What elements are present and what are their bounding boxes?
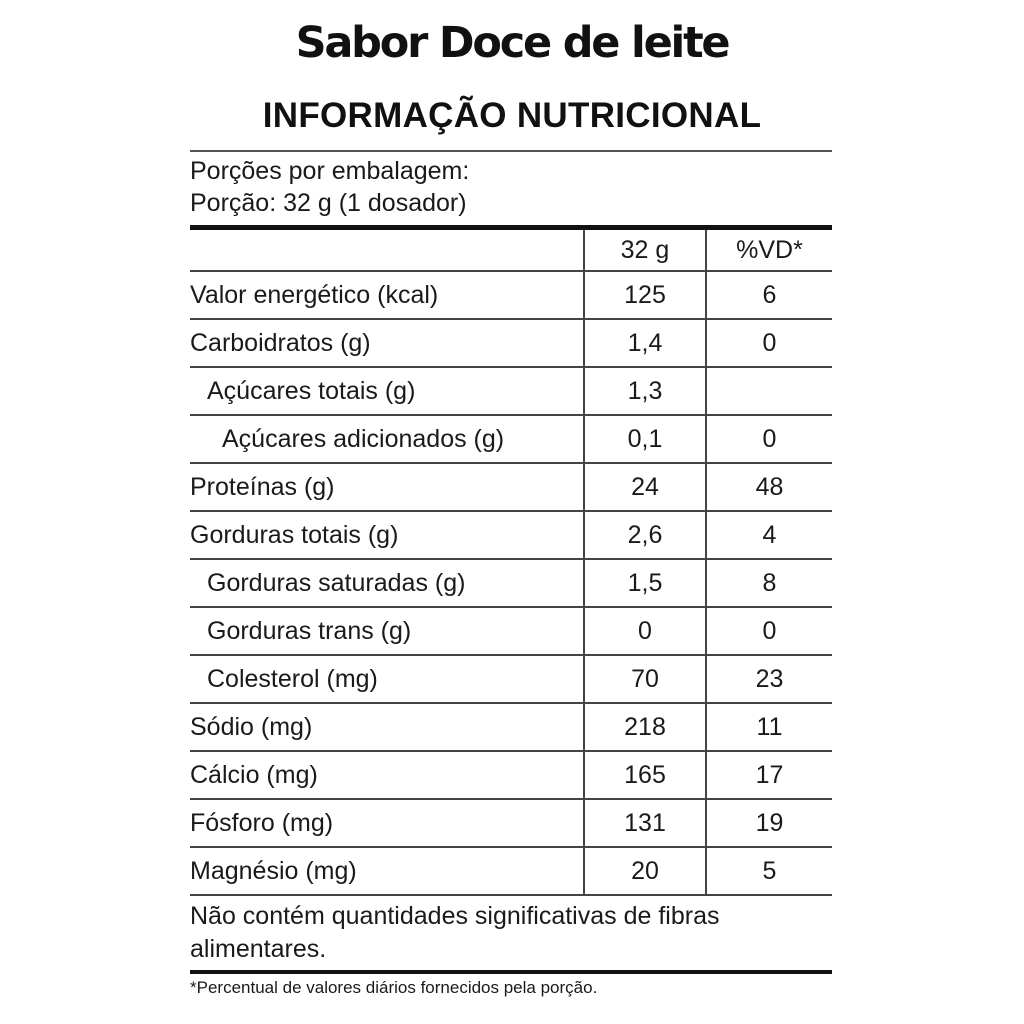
table-row (190, 367, 832, 415)
nutrient-amount: 20 (584, 847, 706, 895)
header-label-cell (190, 230, 584, 271)
portion-size: Porção: 32 g (1 dosador) (190, 189, 467, 217)
nutrient-dv: 11 (706, 703, 832, 751)
portions-per-package: Porções por embalagem: (190, 157, 470, 185)
nutrient-amount: 131 (584, 799, 706, 847)
nutrient-label: Proteínas (g) (190, 463, 584, 511)
table-row (190, 799, 832, 847)
nutrient-label: Colesterol (mg) (190, 655, 584, 703)
nutrient-label: Magnésio (mg) (190, 847, 584, 895)
nutrition-table-title: INFORMAÇÃO NUTRICIONAL (262, 96, 762, 135)
table-row (190, 607, 832, 655)
nutrient-label: Valor energético (kcal) (190, 271, 584, 319)
table-row (190, 703, 832, 751)
header-dv-cell: %VD* (706, 230, 832, 271)
nutrient-label: Sódio (mg) (190, 703, 584, 751)
table-row (190, 559, 832, 607)
nutrient-amount: 1,4 (584, 319, 706, 367)
nutrient-amount: 125 (584, 271, 706, 319)
nutrient-amount: 0 (584, 607, 706, 655)
nutrient-amount: 218 (584, 703, 706, 751)
nutrient-amount: 165 (584, 751, 706, 799)
nutrient-dv: 6 (706, 271, 832, 319)
nutrient-label: Açúcares totais (g) (190, 367, 584, 415)
nutrient-label: Açúcares adicionados (g) (190, 415, 584, 463)
nutrient-dv (706, 367, 832, 415)
nutrient-dv: 19 (706, 799, 832, 847)
nutrition-table-body (190, 230, 832, 895)
flavor-title: Sabor Doce de leite (295, 18, 729, 68)
dv-footnote: *Percentual de valores diários fornecidos pela porção. (190, 978, 598, 997)
nutrient-dv: 0 (706, 607, 832, 655)
nutrient-amount: 2,6 (584, 511, 706, 559)
nutrient-label: Carboidratos (g) (190, 319, 584, 367)
fiber-note (190, 896, 832, 966)
nutrient-dv: 8 (706, 559, 832, 607)
table-row (190, 847, 832, 895)
nutrient-label: Gorduras totais (g) (190, 511, 584, 559)
nutrient-amount: 70 (584, 655, 706, 703)
table-row (190, 751, 832, 799)
table-header-row (190, 230, 832, 271)
nutrient-dv: 17 (706, 751, 832, 799)
nutrient-amount: 1,3 (584, 367, 706, 415)
fiber-note-line-2: alimentares. (190, 935, 327, 963)
nutrient-dv: 4 (706, 511, 832, 559)
table-row (190, 319, 832, 367)
nutrient-label: Fósforo (mg) (190, 799, 584, 847)
nutrient-dv: 0 (706, 415, 832, 463)
nutrient-dv: 0 (706, 319, 832, 367)
nutrient-dv: 5 (706, 847, 832, 895)
nutrient-label: Gorduras trans (g) (190, 607, 584, 655)
serving-info (190, 152, 832, 225)
fiber-note-line-1: Não contém quantidades significativas de fibras (190, 902, 720, 930)
nutrient-amount: 1,5 (584, 559, 706, 607)
nutrient-label: Gorduras saturadas (g) (190, 559, 584, 607)
header-amount-cell: 32 g (584, 230, 706, 271)
table-row (190, 463, 832, 511)
nutrient-amount: 0,1 (584, 415, 706, 463)
nutrition-facts-panel (190, 150, 832, 998)
nutrient-dv: 23 (706, 655, 832, 703)
table-row (190, 511, 832, 559)
table-row (190, 271, 832, 319)
nutrient-label: Cálcio (mg) (190, 751, 584, 799)
table-row (190, 415, 832, 463)
nutrient-amount: 24 (584, 463, 706, 511)
nutrient-dv: 48 (706, 463, 832, 511)
table-row (190, 655, 832, 703)
nutrition-table (190, 230, 832, 896)
